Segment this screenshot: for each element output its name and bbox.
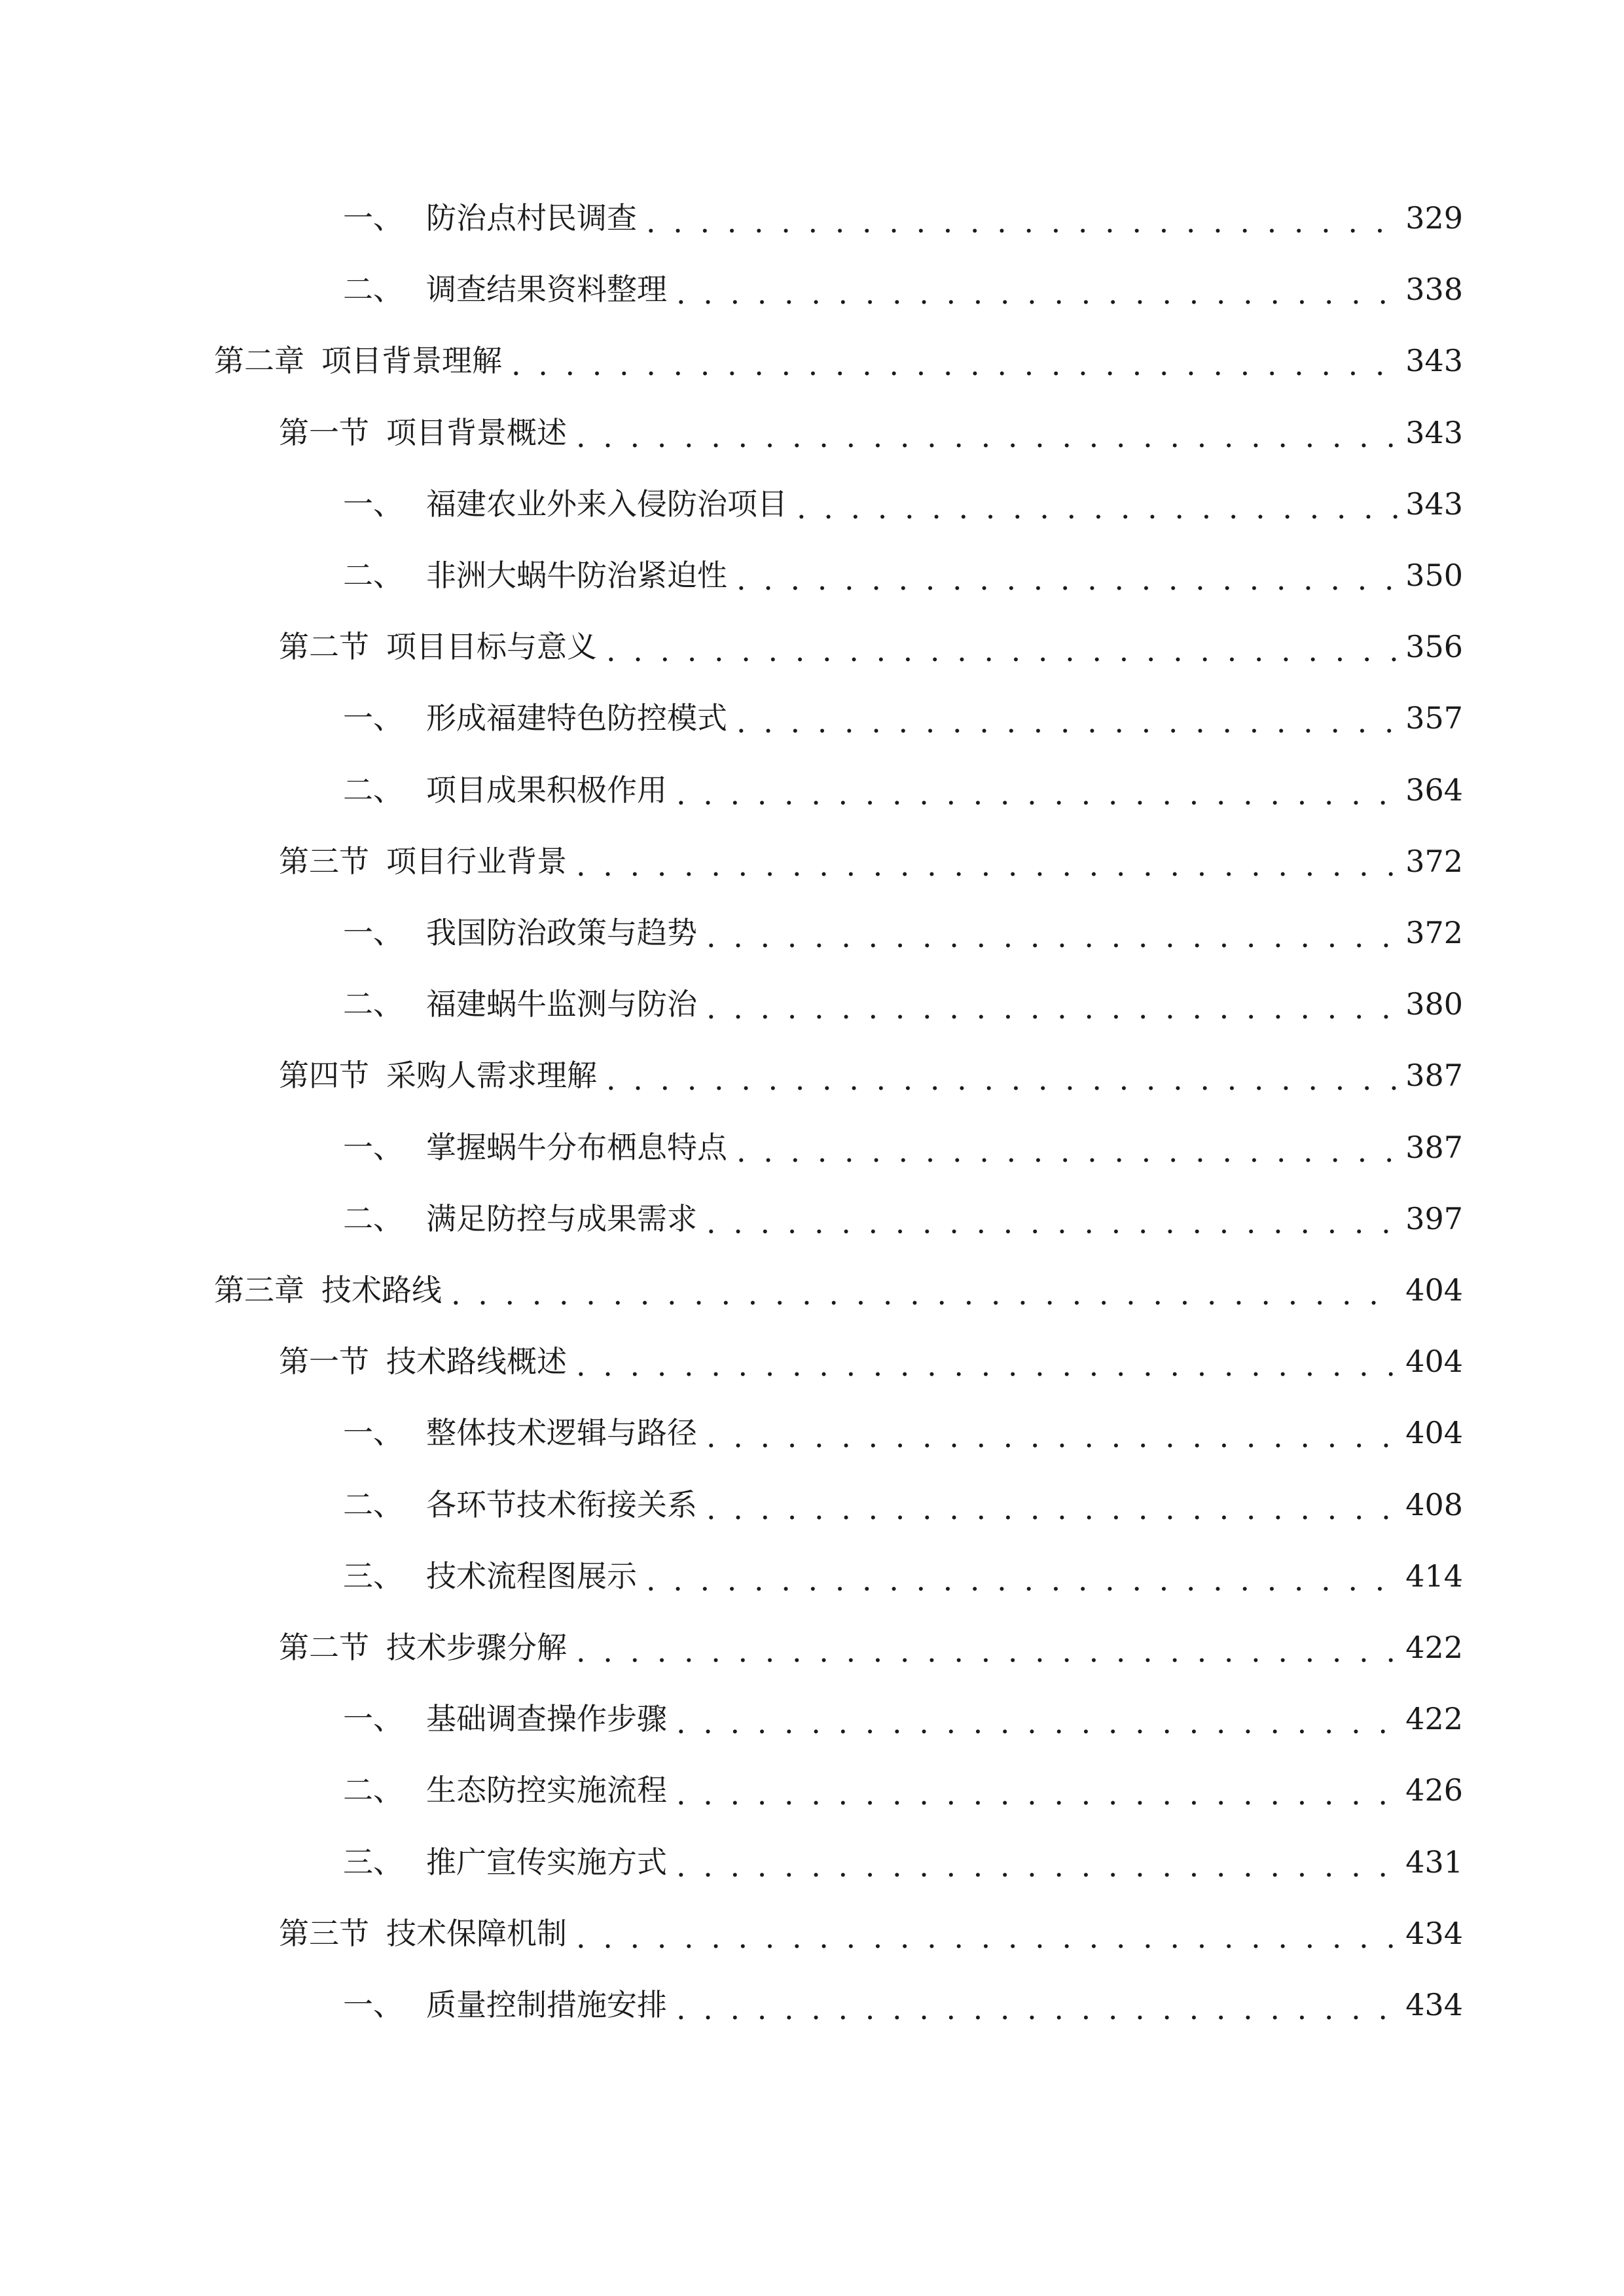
dot-leader [736, 564, 1398, 594]
toc-entry-number: 一、 [343, 486, 403, 522]
toc-entry-title: 掌握蜗牛分布栖息特点 [426, 1129, 727, 1165]
dot-leader [646, 1565, 1398, 1595]
toc-entry-title: 技术保障机制 [386, 1915, 567, 1951]
dot-leader [646, 207, 1398, 237]
toc-entry-title: 防治点村民调查 [426, 200, 637, 236]
toc-entry[interactable] [343, 682, 1463, 754]
toc-entry-page-number: 329 [1405, 200, 1463, 236]
toc-entry-number: 第二章 [214, 343, 304, 379]
toc-entry-number: 二、 [343, 1772, 403, 1808]
toc-entry-number: 一、 [343, 700, 403, 736]
toc-entry-number: 三、 [343, 1844, 403, 1880]
toc-entry-number: 三、 [343, 1558, 403, 1594]
toc-entry-page-number: 387 [1405, 1058, 1463, 1094]
dot-leader [576, 1636, 1398, 1666]
toc-entry-title: 整体技术逻辑与路径 [426, 1415, 697, 1451]
toc-entry-number: 第三节 [279, 1915, 369, 1951]
dot-leader [676, 1851, 1398, 1881]
toc-entry[interactable] [279, 1611, 1463, 1683]
toc-entry-page-number: 404 [1405, 1344, 1463, 1380]
dot-leader [606, 1064, 1398, 1094]
toc-entry-number: 二、 [343, 986, 403, 1022]
toc-entry-title: 质量控制措施安排 [426, 1987, 667, 2022]
toc-entry-number: 一、 [343, 1415, 403, 1451]
dot-leader [576, 1922, 1398, 1952]
dot-leader [706, 1422, 1398, 1452]
toc-entry-title: 项目背景概述 [386, 414, 567, 450]
toc-entry-number: 第三节 [279, 843, 369, 879]
toc-entry[interactable] [343, 1183, 1463, 1255]
toc-entry[interactable] [279, 1897, 1463, 1969]
dot-leader [676, 1708, 1398, 1738]
toc-entry[interactable] [343, 539, 1463, 611]
dot-leader [606, 636, 1398, 666]
toc-entry-page-number: 343 [1405, 414, 1463, 450]
dot-leader [706, 993, 1398, 1023]
toc-entry-number: 一、 [343, 1129, 403, 1165]
toc-entry-number: 二、 [343, 772, 403, 808]
toc-entry[interactable] [343, 1469, 1463, 1541]
toc-entry-title: 生态防控实施流程 [426, 1772, 667, 1808]
toc-entry-title: 项目成果积极作用 [426, 772, 667, 808]
toc-entry-page-number: 404 [1405, 1272, 1463, 1308]
toc-entry-title: 技术路线概述 [386, 1344, 567, 1380]
toc-entry-title: 采购人需求理解 [386, 1058, 597, 1094]
dot-leader [706, 922, 1398, 952]
toc-entry-title: 我国防治政策与趋势 [426, 915, 697, 950]
toc-entry[interactable] [343, 1826, 1463, 1898]
toc-entry-page-number: 356 [1405, 629, 1463, 665]
toc-entry-number: 二、 [343, 1200, 403, 1236]
toc-entry-page-number: 364 [1405, 772, 1463, 808]
toc-entry-page-number: 357 [1405, 700, 1463, 736]
toc-entry-title: 各环节技术衔接关系 [426, 1486, 697, 1522]
toc-entry[interactable] [343, 253, 1463, 325]
toc-entry-title: 推广宣传实施方式 [426, 1844, 667, 1880]
toc-entry-page-number: 426 [1405, 1772, 1463, 1808]
toc-entry-page-number: 422 [1405, 1701, 1463, 1737]
toc-entry[interactable] [343, 1540, 1463, 1612]
dot-leader [797, 493, 1398, 523]
toc-entry-title: 技术路线 [321, 1272, 442, 1308]
toc-entry-title: 满足防控与成果需求 [426, 1200, 697, 1236]
toc-entry[interactable] [279, 611, 1463, 683]
toc-entry-page-number: 408 [1405, 1486, 1463, 1522]
toc-entry-number: 一、 [343, 1701, 403, 1737]
toc-entry-number: 二、 [343, 1486, 403, 1522]
dot-leader [576, 422, 1398, 452]
toc-entry-number: 第一节 [279, 414, 369, 450]
dot-leader [576, 850, 1398, 880]
toc-entry[interactable] [279, 1325, 1463, 1397]
dot-leader [706, 1494, 1398, 1524]
dot-leader [676, 278, 1398, 308]
toc-entry-title: 形成福建特色防控模式 [426, 700, 727, 736]
toc-entry[interactable] [279, 1039, 1463, 1111]
toc-entry-title: 福建蜗牛监测与防治 [426, 986, 697, 1022]
toc-entry-page-number: 380 [1405, 986, 1463, 1022]
dot-leader [736, 707, 1398, 737]
dot-leader [576, 1350, 1398, 1380]
toc-entry-title: 调查结果资料整理 [426, 272, 667, 308]
toc-entry[interactable] [343, 897, 1463, 969]
toc-entry-title: 项目行业背景 [386, 843, 567, 879]
toc-entry-title: 项目目标与意义 [386, 629, 597, 665]
toc-entry-title: 技术步骤分解 [386, 1630, 567, 1665]
dot-leader [676, 1779, 1398, 1809]
toc-entry-number: 第三章 [214, 1272, 304, 1308]
toc-entry-page-number: 387 [1405, 1129, 1463, 1165]
toc-entry-page-number: 372 [1405, 915, 1463, 950]
toc-entry-page-number: 338 [1405, 272, 1463, 308]
toc-entry[interactable] [343, 754, 1463, 826]
dot-leader [451, 1279, 1398, 1309]
toc-entry-page-number: 397 [1405, 1200, 1463, 1236]
toc-entry[interactable] [214, 1254, 1463, 1326]
toc-entry-page-number: 404 [1405, 1415, 1463, 1451]
dot-leader [511, 350, 1398, 380]
toc-entry[interactable] [343, 1969, 1463, 2041]
toc-entry-page-number: 414 [1405, 1558, 1463, 1594]
toc-entry-page-number: 350 [1405, 558, 1463, 593]
toc-entry-page-number: 434 [1405, 1987, 1463, 2022]
toc-entry-page-number: 431 [1405, 1844, 1463, 1880]
toc-entry-title: 项目背景理解 [321, 343, 502, 379]
toc-entry[interactable] [279, 397, 1463, 469]
toc-entry-title: 非洲大蜗牛防治紧迫性 [426, 558, 727, 593]
dot-leader [676, 779, 1398, 809]
toc-entry[interactable] [343, 1754, 1463, 1826]
toc-entry-number: 二、 [343, 558, 403, 593]
toc-entry[interactable] [343, 1397, 1463, 1469]
toc-entry[interactable] [279, 825, 1463, 897]
dot-leader [706, 1208, 1398, 1238]
toc-entry-number: 二、 [343, 272, 403, 308]
toc-entry-number: 一、 [343, 200, 403, 236]
toc-entry[interactable] [343, 968, 1463, 1040]
toc-entry[interactable] [343, 468, 1463, 540]
toc-entry-page-number: 434 [1405, 1915, 1463, 1951]
toc-entry-title: 基础调查操作步骤 [426, 1701, 667, 1737]
toc-entry-number: 一、 [343, 1987, 403, 2022]
toc-entry-page-number: 343 [1405, 343, 1463, 379]
toc-entry-page-number: 343 [1405, 486, 1463, 522]
toc-entry[interactable] [343, 1683, 1463, 1755]
toc-entry-number: 第四节 [279, 1058, 369, 1094]
toc-entry-number: 第二节 [279, 1630, 369, 1665]
dot-leader [676, 1994, 1398, 2024]
toc-entry-page-number: 372 [1405, 843, 1463, 879]
toc-entry-title: 福建农业外来入侵防治项目 [426, 486, 787, 522]
toc-entry[interactable] [343, 1111, 1463, 1183]
toc-entry-number: 第二节 [279, 629, 369, 665]
toc-entry-title: 技术流程图展示 [426, 1558, 637, 1594]
toc-entry-number: 第一节 [279, 1344, 369, 1380]
toc-entry-number: 一、 [343, 915, 403, 950]
toc-entry-page-number: 422 [1405, 1630, 1463, 1665]
toc-entry[interactable] [214, 325, 1463, 397]
dot-leader [736, 1136, 1398, 1166]
toc-entry[interactable] [343, 182, 1463, 254]
